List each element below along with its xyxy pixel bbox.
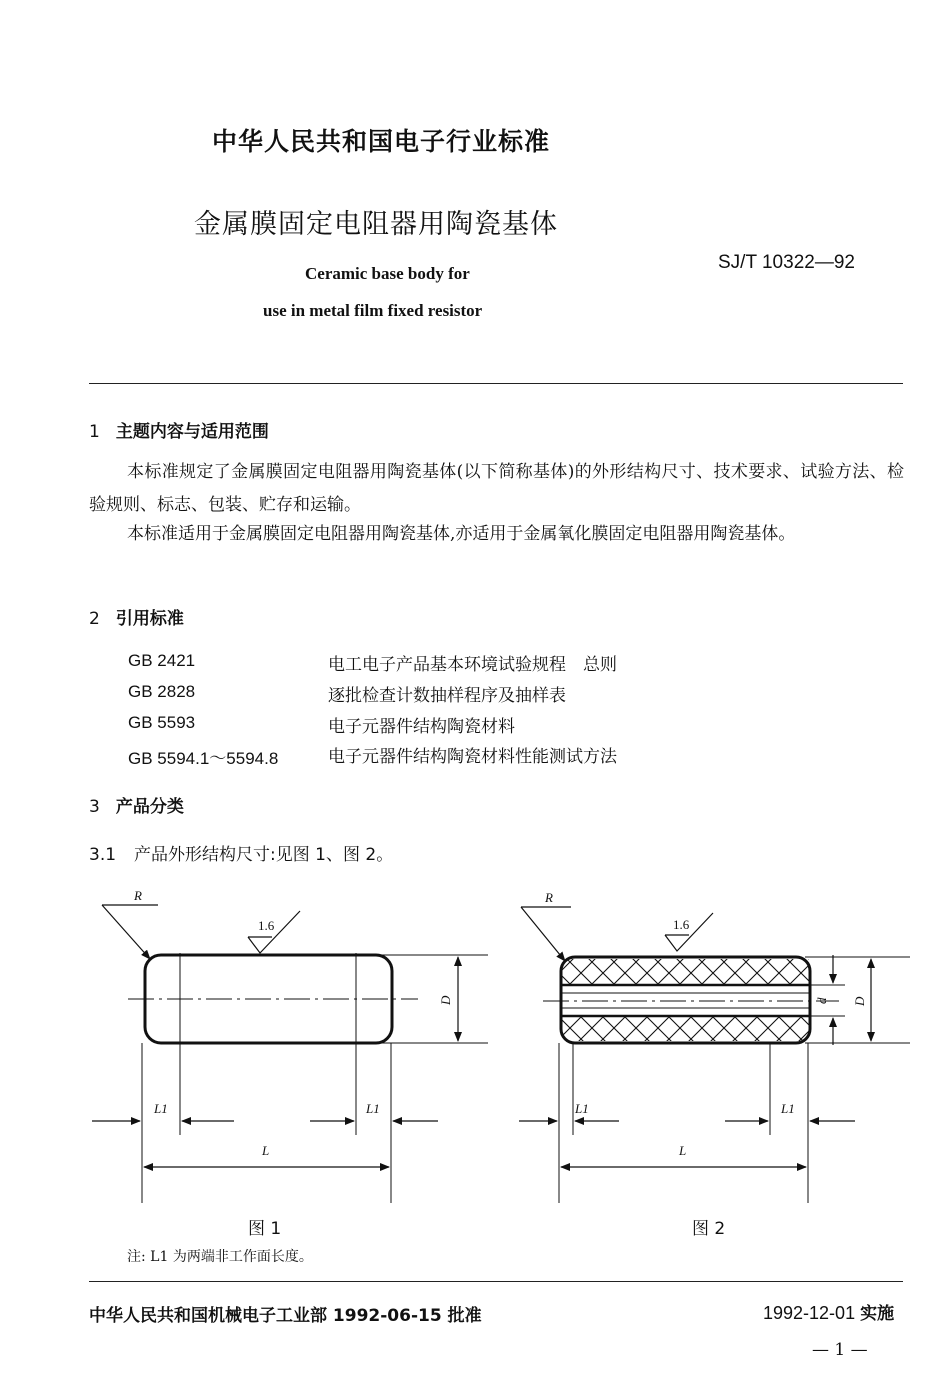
reference-code: GB 2421	[128, 651, 196, 670]
tube-wall-bottom-hatch	[562, 1016, 809, 1041]
reference-code: GB 2828	[128, 682, 196, 701]
roughness-label: 1.6	[673, 917, 690, 932]
diameter-label: D	[438, 995, 453, 1005]
reference-title: 逐批检查计数抽样程序及抽样表	[328, 686, 566, 706]
reference-title: 电工电子产品基本环境试验规程 总则	[328, 655, 617, 675]
page-number: — 1 —	[812, 1340, 868, 1360]
approval-statement: 中华人民共和国机械电子工业部 1992-06-15 批准	[89, 1306, 482, 1326]
reference-code: GB 5594.1～5594.8	[128, 749, 279, 768]
bore-label: d	[814, 997, 829, 1004]
diameter-label: D	[852, 996, 867, 1006]
reference-code: GB 5593	[128, 713, 196, 732]
reference-title: 电子元器件结构陶瓷材料性能测试方法	[328, 747, 617, 767]
effective-label: 实施	[860, 1304, 895, 1324]
figure-2-drawing	[515, 885, 915, 1215]
header-divider	[89, 383, 903, 384]
length-label: L	[262, 1143, 270, 1158]
tube-wall-top-hatch	[562, 959, 809, 985]
figure-note: 注: L1 为两端非工作面长度。	[127, 1249, 313, 1265]
section-1-title: 主题内容与适用范围	[115, 422, 269, 442]
figure-1-caption: 图 1	[248, 1219, 282, 1239]
document-title: 金属膜固定电阻器用陶瓷基体	[194, 209, 558, 240]
section-3-1	[89, 840, 393, 865]
section-2-heading	[89, 604, 184, 629]
english-title-line1: Ceramic base body for	[305, 264, 470, 283]
standard-org-title: 中华人民共和国电子行业标准	[212, 127, 551, 156]
section-1-heading	[89, 417, 269, 442]
section-2-number: 2	[89, 609, 100, 629]
section-3-number: 3	[89, 797, 100, 817]
reference-title: 电子元器件结构陶瓷材料	[328, 717, 515, 737]
radius-label: R	[545, 890, 553, 905]
section-3-title: 产品分类	[115, 797, 184, 817]
figure-2-caption: 图 2	[692, 1219, 726, 1239]
l1-right-label: L1	[366, 1101, 380, 1116]
section-1-number: 1	[89, 422, 100, 442]
radius-label: R	[134, 888, 142, 903]
section-3-1-text: 产品外形结构尺寸:见图 1、图 2。	[134, 845, 394, 865]
l1-left-label: L1	[575, 1101, 589, 1116]
roughness-label: 1.6	[258, 918, 275, 933]
section-3-1-number: 3.1	[89, 845, 117, 865]
l1-left-label: L1	[154, 1101, 168, 1116]
section-3-heading	[89, 792, 184, 817]
radius-leader-arrow	[102, 905, 150, 959]
effective-date: 1992-12-01	[763, 1303, 856, 1323]
footer-divider	[89, 1281, 903, 1282]
length-label: L	[679, 1143, 687, 1158]
english-title-line2: use in metal film fixed resistor	[263, 301, 483, 320]
section-1-paragraph-1: 本标准规定了金属膜固定电阻器用陶瓷基体(以下简称基体)的外形结构尺寸、技术要求、试验方法、检验规则、标志、包装、贮存和运输。	[89, 462, 904, 515]
effective-statement	[763, 1299, 894, 1324]
section-1-paragraph-2: 本标准适用于金属膜固定电阻器用陶瓷基体,亦适用于金属氧化膜固定电阻器用陶瓷基体。	[127, 524, 796, 544]
figure-1-drawing	[88, 885, 498, 1215]
l1-right-label: L1	[781, 1101, 795, 1116]
section-2-title: 引用标准	[115, 609, 184, 629]
standard-code: SJ/T 10322—92	[718, 252, 855, 273]
radius-leader-arrow	[521, 907, 565, 961]
